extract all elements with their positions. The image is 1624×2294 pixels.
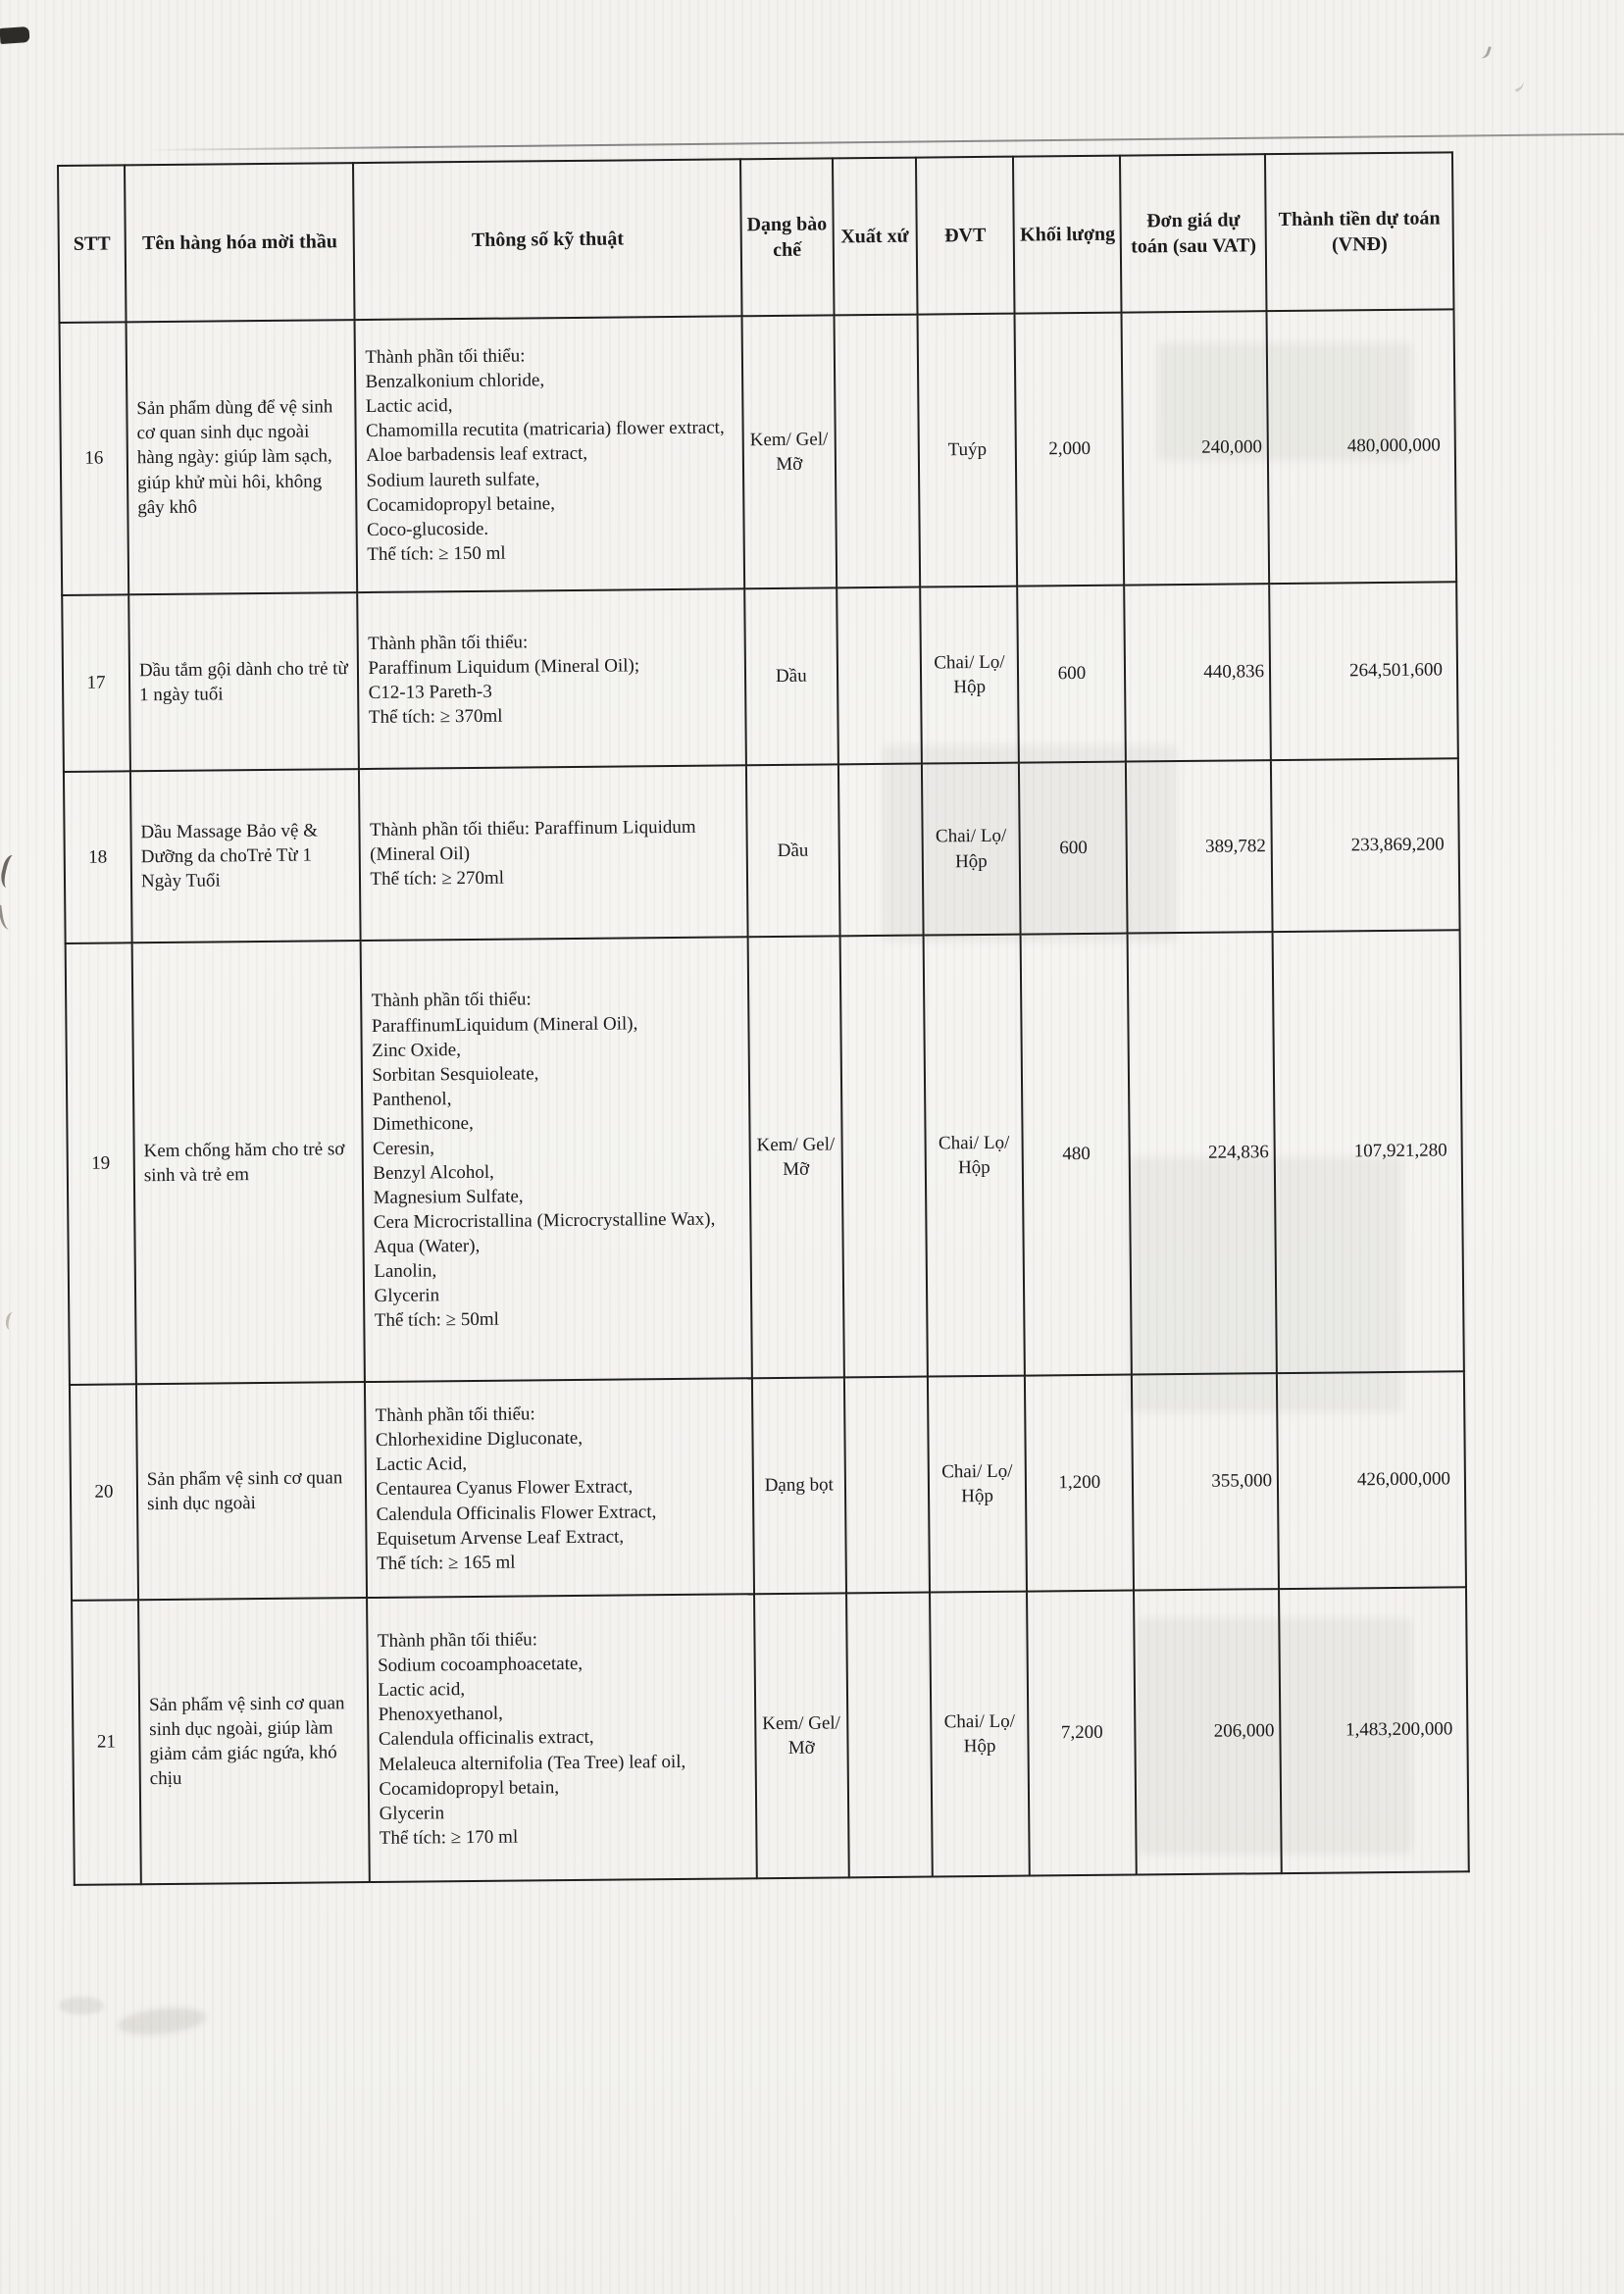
row-specs: Thành phần tối thiểu: Benzalkonium chloride, Lactic acid, Chamomilla recutita (matricaria) flower extract, Aloe barbadensis leaf extract, Sodium laureth sulfate, Cocamidopropyl betaine, Coco-glucoside. Thể tích: ≥ 150 ml <box>355 316 744 592</box>
row-form: Dầu <box>746 764 840 937</box>
row-item-name: Sản phẩm dùng để vệ sinh cơ quan sinh dục ngoài hàng ngày: giúp làm sạch, giúp khử mùi hôi, không gây khô <box>126 320 357 594</box>
row-total: 426,000,000 <box>1277 1371 1466 1589</box>
scan-artifact-smudge <box>117 2004 207 2038</box>
row-unit: Chai/ Lọ/ Hộp <box>930 1592 1031 1877</box>
row-stt: 16 <box>60 322 129 595</box>
row-quantity: 600 <box>1019 762 1128 935</box>
row-quantity: 480 <box>1021 934 1132 1376</box>
row-stt: 17 <box>62 594 130 772</box>
header-specs: Thông số kỹ thuật <box>353 159 741 320</box>
table-row-21 <box>72 1587 1469 1885</box>
header-item-name: Tên hàng hóa mời thầu <box>125 163 355 322</box>
row-origin <box>839 936 927 1378</box>
row-item-name: Kem chống hăm cho trẻ sơ sinh và trẻ em <box>132 941 366 1384</box>
table-header-row <box>58 152 1453 323</box>
row-item-name: Sản phẩm vệ sinh cơ quan sinh dục ngoài <box>136 1382 368 1600</box>
row-total: 480,000,000 <box>1267 309 1457 584</box>
row-total: 1,483,200,000 <box>1279 1587 1469 1873</box>
row-origin <box>837 587 922 765</box>
row-form: Kem/ Gel/ Mỡ <box>741 315 837 588</box>
header-total: Thành tiền dự toán (VNĐ) <box>1265 152 1453 311</box>
scan-artifact-top-line <box>147 133 1624 151</box>
table-row-16 <box>60 309 1457 595</box>
row-specs: Thành phần tối thiểu: Chlorhexidine Digluconate, Lactic Acid, Centaurea Cyanus Flower Extract, Calendula Officinalis Flower Extract, Equisetum Arvense Leaf Extract, Thể tích: ≥ 165 ml <box>365 1378 753 1598</box>
row-unit-price: 389,782 <box>1126 760 1272 933</box>
scan-artifact-pen-mark <box>5 1311 19 1331</box>
row-origin <box>834 315 920 588</box>
row-unit: Chai/ Lọ/ Hộp <box>928 1376 1028 1593</box>
header-form: Dạng bào chế <box>740 158 834 316</box>
row-form: Dạng bọt <box>752 1377 846 1594</box>
row-unit-price: 240,000 <box>1122 311 1269 585</box>
row-specs: Thành phần tối thiểu: Paraffinum Liquidum (Mineral Oil); C12-13 Pareth-3 Thể tích: ≥ 370ml <box>358 588 746 769</box>
procurement-items-table <box>57 151 1470 1886</box>
header-unit: ĐVT <box>916 157 1015 315</box>
row-specs: Thành phần tối thiểu: Paraffinum Liquidum (Mineral Oil) Thể tích: ≥ 270ml <box>359 765 747 941</box>
row-unit-price: 206,000 <box>1134 1589 1282 1874</box>
row-quantity: 1,200 <box>1025 1375 1134 1592</box>
header-quantity: Khối lượng <box>1013 156 1121 314</box>
scan-artifact-tick <box>1513 76 1526 92</box>
table-row-17 <box>62 582 1458 772</box>
row-stt: 20 <box>70 1384 138 1601</box>
row-specs: Thành phần tối thiểu: Sodium cocoamphoacetate, Lactic acid, Phenoxyethanol, Calendula officinalis extract, Melaleuca alternifolia (Tea Tree) leaf oil, Cocamidopropyl betain, Glycerin Thể tích: ≥ 170 ml <box>368 1594 757 1882</box>
row-unit-price: 355,000 <box>1132 1373 1279 1590</box>
row-unit: Tuýp <box>917 314 1018 587</box>
row-unit: Chai/ Lọ/ Hộp <box>923 935 1025 1377</box>
row-unit: Chai/ Lọ/ Hộp <box>922 763 1022 936</box>
row-total: 233,869,200 <box>1271 758 1460 932</box>
row-unit-price: 224,836 <box>1128 932 1277 1374</box>
header-stt: STT <box>58 165 126 323</box>
row-origin <box>844 1377 930 1594</box>
header-origin: Xuất xứ <box>833 158 917 316</box>
row-unit-price: 440,836 <box>1124 584 1271 761</box>
table-row-20 <box>70 1371 1466 1601</box>
table-row-19 <box>66 930 1464 1385</box>
row-total: 107,921,280 <box>1273 930 1464 1373</box>
row-quantity: 600 <box>1018 586 1127 763</box>
row-stt: 19 <box>66 943 136 1385</box>
row-form: Kem/ Gel/ Mỡ <box>754 1593 849 1878</box>
row-total: 264,501,600 <box>1269 582 1458 760</box>
row-quantity: 7,200 <box>1027 1591 1137 1876</box>
scan-artifact-pen-mark <box>0 853 24 890</box>
scan-artifact-pen-mark <box>0 903 15 931</box>
scan-artifact-smudge <box>59 1997 104 2014</box>
row-item-name: Sản phẩm vệ sinh cơ quan sinh dục ngoài, giúp làm giảm cảm giác ngứa, khó chịu <box>138 1598 370 1884</box>
row-origin <box>838 764 924 937</box>
row-stt: 18 <box>64 771 132 943</box>
row-item-name: Dầu Massage Bảo vệ & Dưỡng da choTrẻ Từ 1 Ngày Tuổi <box>130 769 361 943</box>
row-specs: Thành phần tối thiểu: ParaffinumLiquidum (Mineral Oil), Zinc Oxide, Sorbitan Sesquioleate, Panthenol, Dimethicone, Ceresin, Benzyl Alcohol, Magnesium Sulfate, Cera Microcristallina (Microcrystalline Wax), Aqua (Water), Lanolin, Glycerin Thể tích: ≥ 50ml <box>361 937 752 1382</box>
row-form: Kem/ Gel/ Mỡ <box>747 936 843 1378</box>
scan-artifact-corner-blob <box>0 26 30 44</box>
row-quantity: 2,000 <box>1015 313 1125 586</box>
scan-artifact-tick <box>1477 44 1492 61</box>
row-origin <box>846 1593 933 1878</box>
row-unit: Chai/ Lọ/ Hộp <box>920 586 1020 764</box>
row-stt: 21 <box>72 1600 141 1885</box>
header-unit-price: Đơn giá dự toán (sau VAT) <box>1120 154 1266 312</box>
row-form: Dầu <box>744 587 838 765</box>
row-item-name: Dầu tắm gội dành cho trẻ từ 1 ngày tuổi <box>128 592 359 771</box>
table-row-18 <box>64 758 1460 943</box>
